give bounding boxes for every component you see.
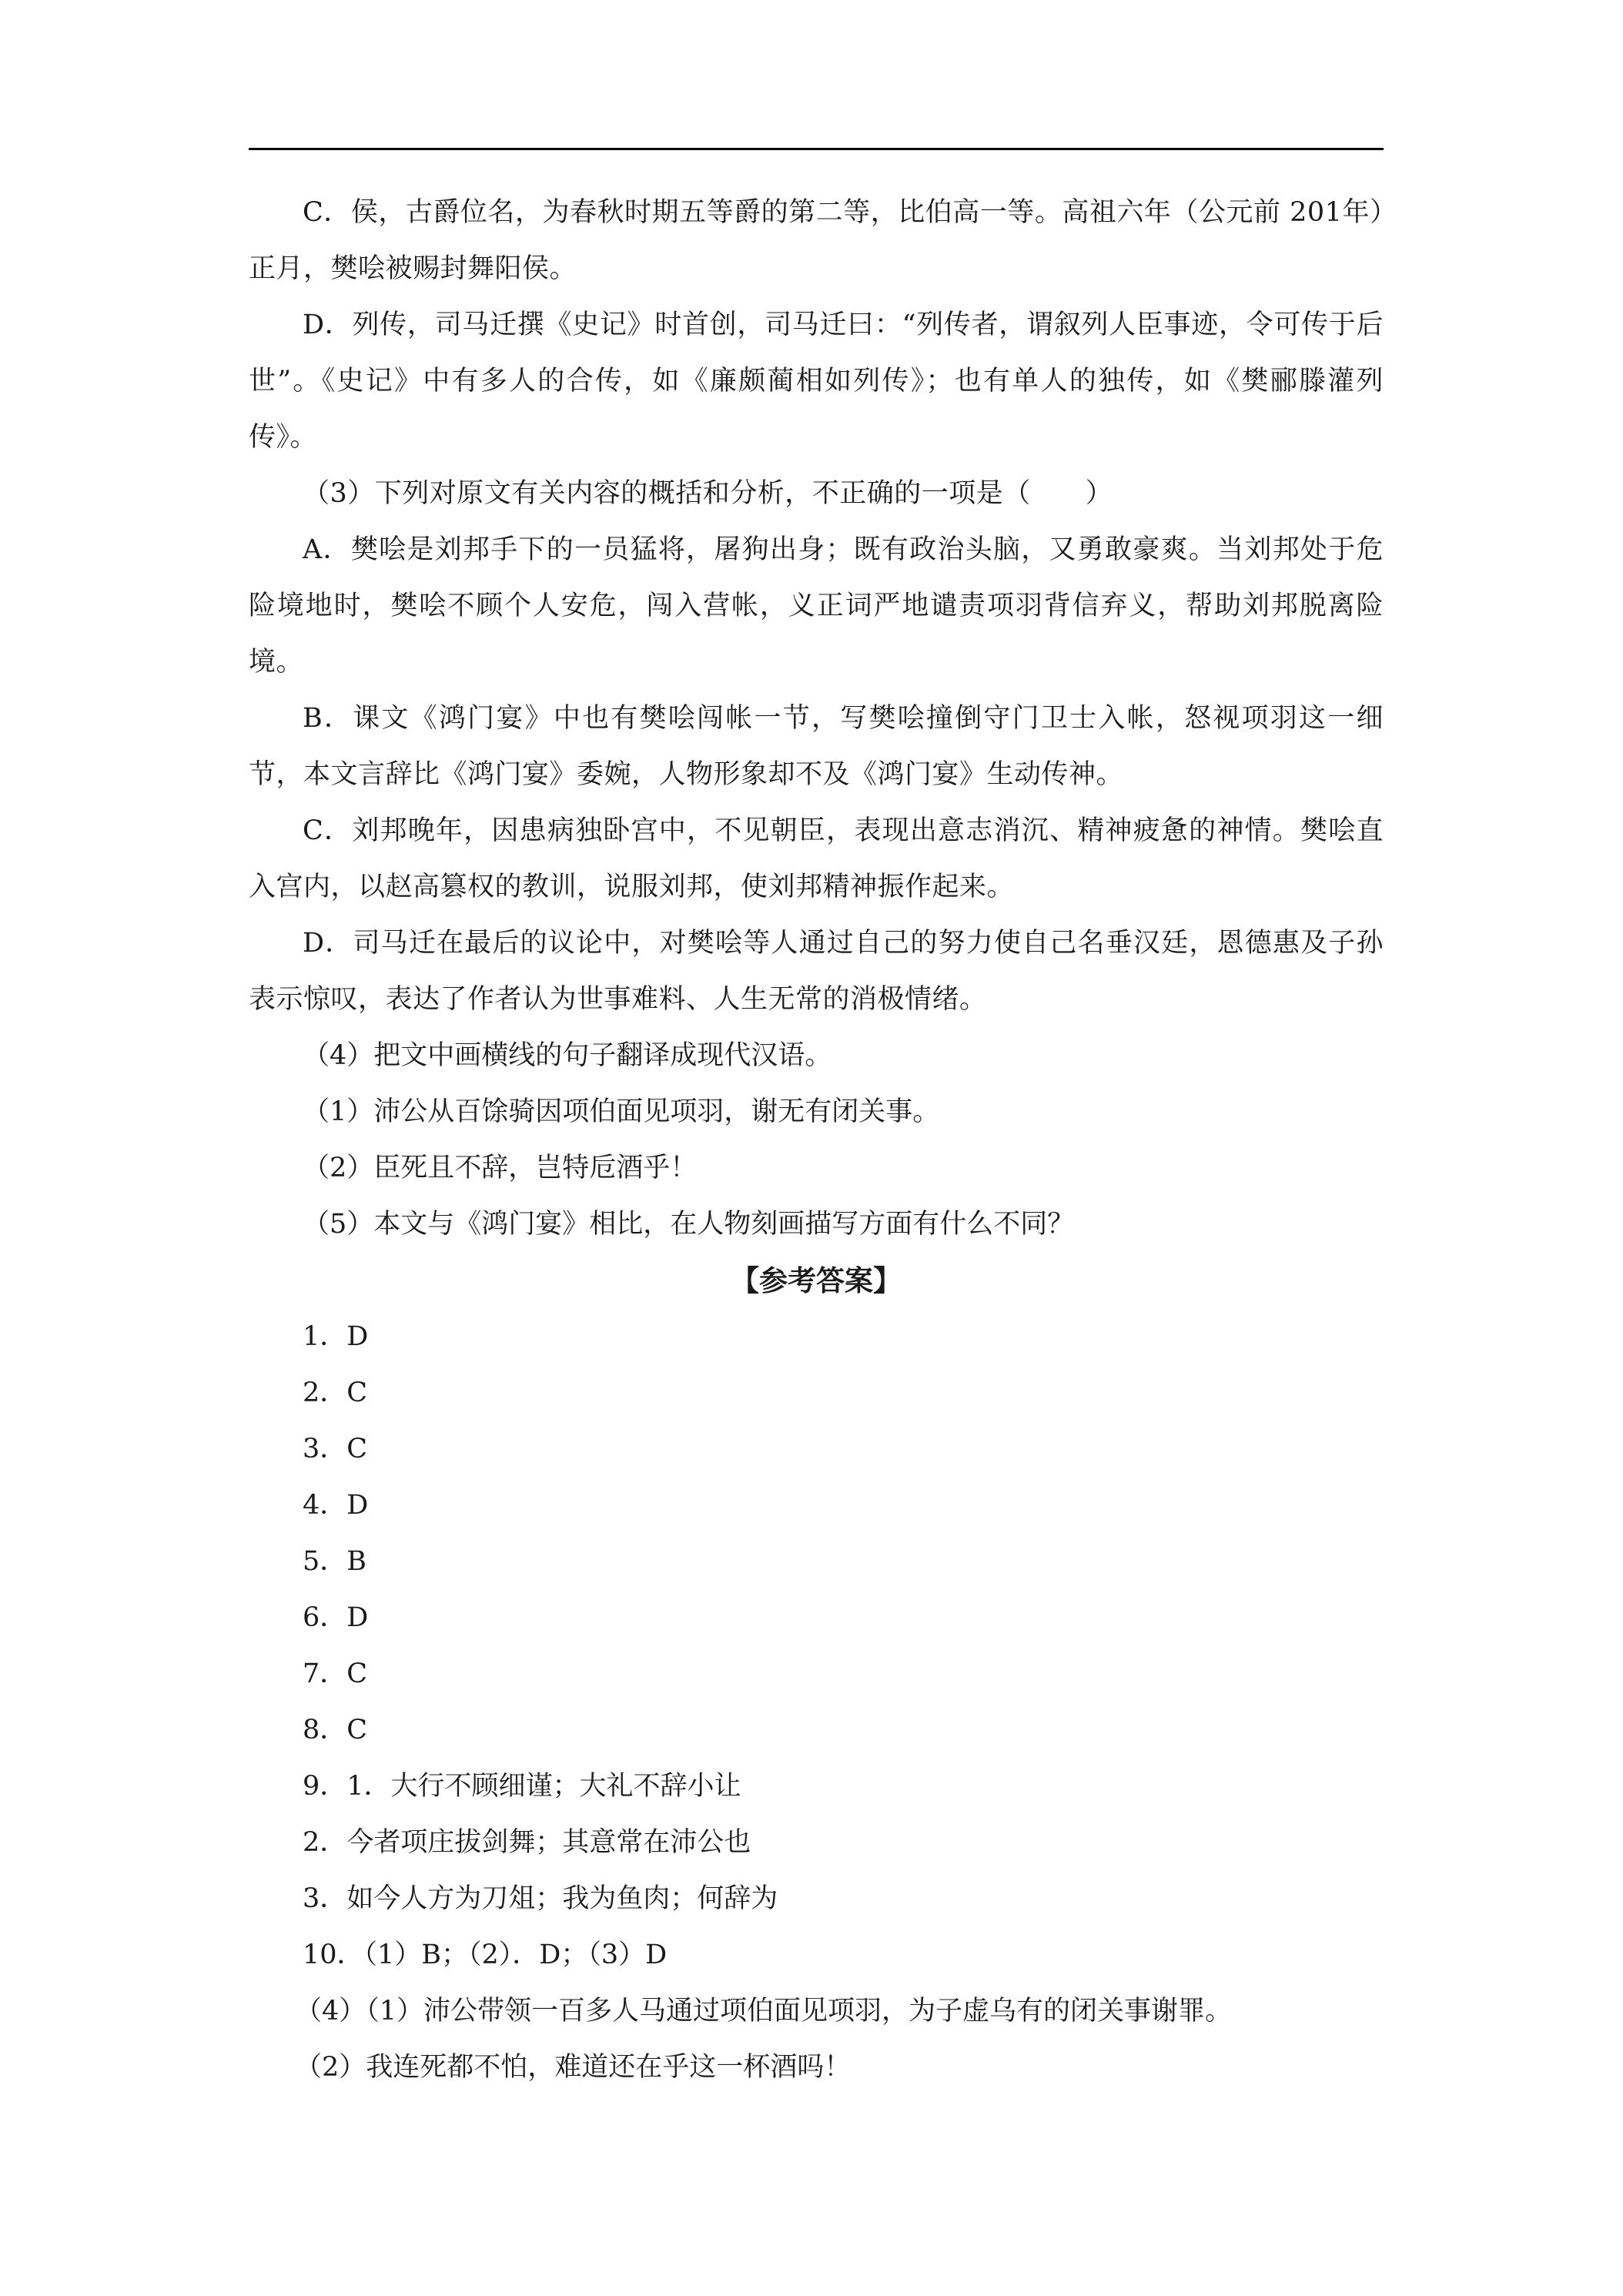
question-3-option-c: C．刘邦晚年，因患病独卧宫中，不见朝臣，表现出意志消沉、精神疲惫的神情。樊哙直入宫内，以赵高篡权的教训，说服刘邦，使刘邦精神振作起来。 (249, 815, 1384, 902)
answer-item: 2．C (303, 1377, 368, 1408)
answer-item: 8．C (303, 1715, 368, 1745)
question-4-sentence-1: （1）沛公从百馀骑因项伯面见项羽，谢无有闭关事。 (303, 1096, 940, 1127)
question-4-stem: （4）把文中画横线的句子翻译成现代汉语。 (303, 1040, 832, 1071)
option-d-paragraph: D．列传，司马迁撰《史记》时首创，司马迁曰：“列传者，谓叙列人臣事迹，令可传于后世”。《史记》中有多人的合传，如《廉颇蔺相如列传》；也有单人的独传，如《樊郦滕灌列传》。 (249, 310, 1384, 453)
answer-item: 3．如今人方为刀俎；我为鱼肉；何辞为 (303, 1883, 778, 1914)
answer-item-4-1: （4）（1）沛公带领一百多人马通过项伯面见项羽，为子虚乌有的闭关事谢罪。 (295, 1996, 1233, 2027)
answer-section-title: 【参考答案】 (731, 1264, 902, 1297)
question-3-stem: （3）下列对原文有关内容的概括和分析，不正确的一项是（ ） (303, 478, 1113, 509)
question-3-option-a: A．樊哙是刘邦手下的一员猛将，屠狗出身；既有政治头脑，又勇敢豪爽。当刘邦处于危险境地时，樊哙不顾个人安危，闯入营帐，义正词严地谴责项羽背信弃义，帮助刘邦脱离险境。 (249, 534, 1384, 678)
question-5-stem: （5）本文与《鸿门宴》相比，在人物刻画描写方面有什么不同？ (303, 1209, 1075, 1240)
answer-item: 6．D (303, 1602, 369, 1633)
answer-item: 9．1．大行不顾细谨；大礼不辞小让 (303, 1771, 741, 1802)
answer-item: 4．D (303, 1490, 369, 1521)
answer-item: 2．今者项庄拔剑舞；其意常在沛公也 (303, 1827, 751, 1858)
option-c-paragraph: C．侯，古爵位名，为春秋时期五等爵的第二等，比伯高一等。高祖六年（公元前 201年）正月，樊哙被赐封舞阳侯。 (249, 197, 1384, 284)
answer-item: 5．B (303, 1546, 366, 1577)
question-4-sentence-2: （2）臣死且不辞，岂特卮酒乎！ (303, 1153, 698, 1183)
document-page (249, 185, 1384, 2096)
answer-item: 1．D (303, 1321, 369, 1352)
answer-item: 3．C (303, 1434, 368, 1464)
answer-item: 7．C (303, 1658, 368, 1689)
answer-item: 10．（1）B；（2）．D；（3）D (303, 1940, 668, 1970)
answer-item-4-2: （2）我连死都不怕，难道还在乎这一杯酒吗！ (295, 2052, 852, 2083)
question-3-option-d: D．司马迁在最后的议论中，对樊哙等人通过自己的努力使自己名垂汉廷，恩德惠及子孙表示惊叹，表达了作者认为世事难料、人生无常的消极情绪。 (249, 928, 1384, 1015)
question-3-option-b: B．课文《鸿门宴》中也有樊哙闯帐一节，写樊哙撞倒守门卫士入帐，怒视项羽这一细节，本文言辞比《鸿门宴》委婉，人物形象却不及《鸿门宴》生动传神。 (249, 703, 1384, 790)
header-rule (249, 148, 1384, 150)
